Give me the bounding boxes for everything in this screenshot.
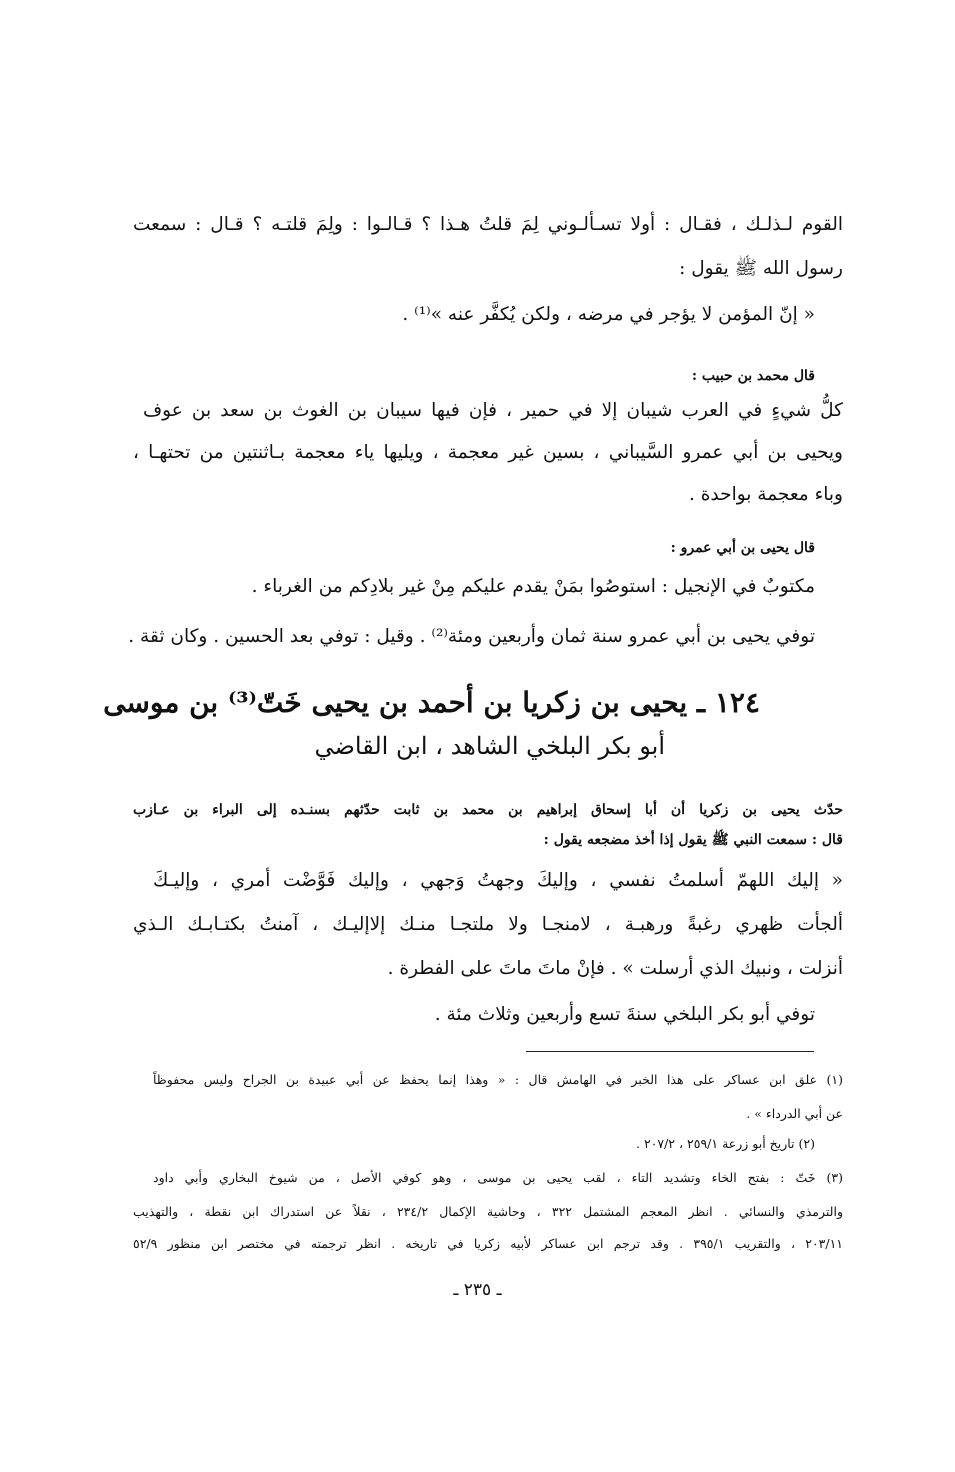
paragraph-line: وباء معجمة بواحدة . bbox=[688, 484, 843, 505]
speaker-heading: قال محمد بن حبيب : bbox=[691, 368, 815, 384]
isnad-line: قال : سمعت النبي ﷺ يقول إذا أخذ مضجعه يقول : bbox=[543, 832, 843, 848]
paragraph-line: القوم لـذلـك ، فقـال : أولا تسـألـوني لِمَ قلتُ هـذا ؟ قـالـوا : ولِمَ قلتـه ؟ قـال : سمعت bbox=[133, 214, 843, 235]
entry-subheading: أبو بكر البلخي الشاهد ، ابن القاضي bbox=[314, 732, 665, 760]
paragraph-line: توفي يحيى بن أبي عمرو سنة ثمان وأربعين ومئة⁽²⁾ . وقيل : توفي بعد الحسين . وكان ثقة . bbox=[128, 626, 815, 647]
isnad-line: حدّث يحيى بن زكريا أن أبا إسحاق إبراهيم بن محمد بن ثابت حدّثهم بسنـده إلى البراء بن عـازب bbox=[133, 802, 844, 818]
footnote-line: عن أبي الدرداء » . bbox=[746, 1106, 843, 1121]
paragraph-line: كلُّ شيءٍ في العرب شيبان إلا في حمير ، فإن فيها سيبان بن الغوث بن سعد بن عوف bbox=[143, 400, 843, 421]
footnote-line: والترمذي والنسائي . انظر المعجم المشتمل ٣٢٢ ، وحاشية الإكمال ٢٣٤/٢ ، نقلاً عن استدراك ابن نقطة ، والتهذيب bbox=[133, 1204, 843, 1219]
footnote-line: (١) علق ابن عساكر على هذا الخبر في الهامش قال : « وهذا إنما يحفظ عن أبي عبيدة بن الجراح وليس محفوظاً bbox=[153, 1072, 843, 1087]
hadith-quote: أنزلت ، ونبيك الذي أرسلت » . فإنْ ماتَ ماتَ على الفطرة . bbox=[387, 958, 843, 979]
hadith-quote: ألجأت ظهري رغبةً ورهبـة ، لامنجـا ولا ملتجـا منـك إلاإليـك ، آمنتُ بكتـابـك الـذي bbox=[133, 914, 843, 935]
speaker-heading: قال يحيى بن أبي عمرو : bbox=[670, 540, 815, 556]
hadith-quote: « إليك اللهمّ أسلمتُ نفسي ، وإليكَ وجهتُ وَجهي ، وإليك فَوَّضْت أمري ، وإليـكَ bbox=[153, 870, 843, 891]
page-number: ـ ٢٣٥ ـ bbox=[453, 1280, 502, 1300]
hadith-quote: « إنّ المؤمن لا يؤجر في مرضه ، ولكن يُكفَّر عنه »⁽¹⁾ . bbox=[402, 304, 815, 325]
footnote-separator bbox=[526, 1051, 814, 1052]
death-note: توفي أبو بكر البلخي سنةَ تسع وأربعين وثلاث مئة . bbox=[434, 1004, 815, 1025]
paragraph-line: رسول الله ﷺ يقول : bbox=[679, 258, 843, 279]
footnote-line: ٢٠٣/١١ ، والتقريب ٣٩٥/١ . وقد ترجم ابن عساكر لأبيه زكريا في تاريخه . انظر ترجمته في مختصر ابن منظور ٥٢/٩ bbox=[133, 1236, 843, 1251]
footnote-line: (٢) تاريخ أبو زرعة ٢٥٩/١ ، ٢٠٧/٢ . bbox=[636, 1136, 815, 1151]
paragraph-line: ويحيى بن أبي عمرو السَّيباني ، بسين غير معجمة ، ويليها ياء معجمة بـاثنتين من تحتهـا ، bbox=[133, 442, 843, 463]
entry-heading: ١٢٤ ـ يحيى بن زكريا بن أحمد بن يحيى خَتّ⁽³⁾ بن موسى bbox=[103, 686, 760, 719]
paragraph-line: مكتوبٌ في الإنجيل : استوصُوا بمَنْ يقدم عليكم مِنْ غير بلادِكم من الغرباء . bbox=[251, 576, 815, 597]
footnote-line: (٣) خَتّ : بفتح الخاء وتشديد التاء ، لقب يحيى بن موسى ، وهو كوفي الأصل ، من شيوخ البخاري وأبي داود bbox=[153, 1170, 843, 1185]
